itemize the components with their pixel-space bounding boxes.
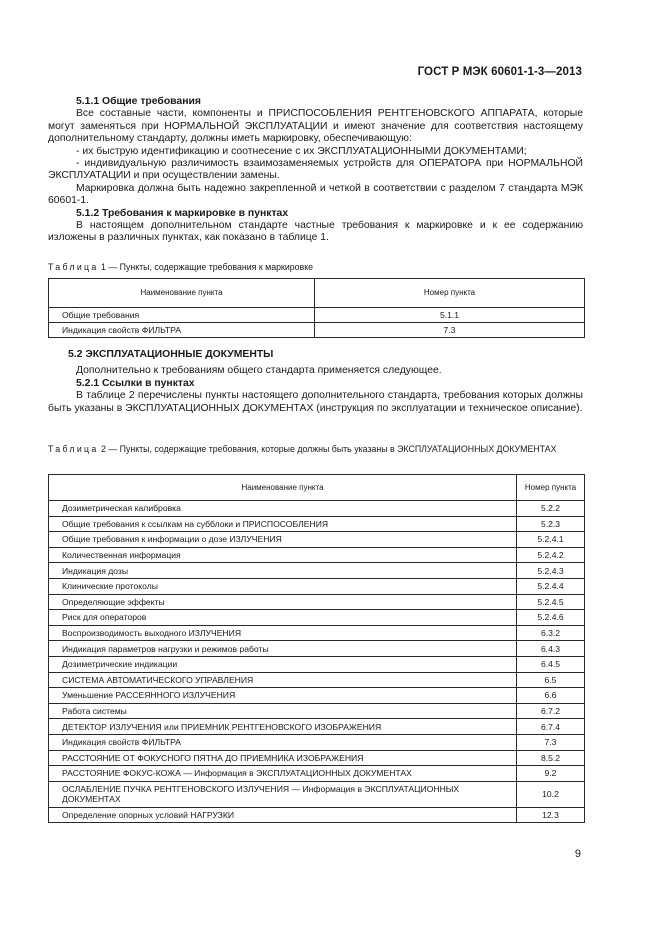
cell-number: 5.2.2 (517, 501, 585, 517)
table-row (49, 610, 585, 626)
cell-number: 6.7.4 (517, 719, 585, 735)
cell-name: Индикация дозы (49, 563, 517, 579)
table-row (49, 672, 585, 688)
cell-number: 5.2.4.3 (517, 563, 585, 579)
table-row (49, 641, 585, 657)
cell-name: Индикация свойств ФИЛЬТРА (49, 734, 517, 750)
cell-name: Дозиметрические индикации (49, 656, 517, 672)
table-row (49, 532, 585, 548)
table-row (49, 516, 585, 532)
cell-name: Определяющие эффекты (49, 594, 517, 610)
cell-name: Клинические протоколы (49, 578, 517, 594)
cell-number: 5.2.4.2 (517, 547, 585, 563)
cell-number: 5.1.1 (315, 308, 585, 323)
table-title: 1 — Пункты, содержащие требования к маркировке (98, 262, 314, 272)
cell-number: 10.2 (517, 781, 585, 807)
column-header-name: Наименование пункта (49, 279, 315, 308)
cell-number: 6.4.5 (517, 656, 585, 672)
cell-number: 5.2.3 (517, 516, 585, 532)
table-row (49, 501, 585, 517)
table-row (49, 323, 585, 338)
cell-number: 8.5.2 (517, 750, 585, 766)
table-row (49, 688, 585, 704)
cell-name: Дозиметрическая калибровка (49, 501, 517, 517)
table-row (49, 547, 585, 563)
cell-number: 6.3.2 (517, 625, 585, 641)
table-title: 2 — Пункты, содержащие требования, которые должны быть указаны в ЭКСПЛУАТАЦИОННЫХ ДОКУМЕНТАХ (98, 444, 557, 454)
table-row (49, 781, 585, 807)
cell-name: Количественная информация (49, 547, 517, 563)
cell-name: ДЕТЕКТОР ИЗЛУЧЕНИЯ или ПРИЕМНИК РЕНТГЕНОВСКОГО ИЗОБРАЖЕНИЯ (49, 719, 517, 735)
table-label: Таблица (48, 444, 99, 454)
cell-number: 6.6 (517, 688, 585, 704)
cell-name: Уменьшение РАССЕЯННОГО ИЗЛУЧЕНИЯ (49, 688, 517, 704)
paragraph: Дополнительно к требованиям общего стандарта применяется следующее. (76, 365, 442, 377)
section-heading: 5.2 ЭКСПЛУАТАЦИОННЫЕ ДОКУМЕНТЫ (68, 349, 274, 360)
table-row (49, 578, 585, 594)
cell-number: 5.2.4.6 (517, 610, 585, 626)
table1-caption (48, 262, 583, 273)
cell-number: 5.2.4.4 (517, 578, 585, 594)
cell-number: 12.3 (517, 807, 585, 823)
cell-name: Общие требования (49, 308, 315, 323)
table-row (49, 719, 585, 735)
cell-name: Общие требования к ссылкам на субблоки и ПРИСПОСОБЛЕНИЯ (49, 516, 517, 532)
cell-number: 7.3 (315, 323, 585, 338)
table-row (49, 734, 585, 750)
cell-name: Индикация свойств ФИЛЬТРА (49, 323, 315, 338)
cell-number: 6.4.3 (517, 641, 585, 657)
section-5-2 (48, 349, 583, 415)
paragraph: Маркировка должна быть надежно закрепленной и четкой в соответствии с разделом 7 стандарта МЭК 60601-1. (48, 182, 583, 207)
table-label: Таблица (48, 262, 99, 272)
table-2 (48, 474, 585, 823)
column-header-number: Номер пункта (315, 279, 585, 308)
cell-name: Риск для операторов (49, 610, 517, 626)
cell-name: Работа системы (49, 703, 517, 719)
section-heading: 5.2.1 Ссылки в пунктах (76, 377, 195, 389)
paragraph: Все составные части, компоненты и ПРИСПОСОБЛЕНИЯ РЕНТГЕНОВСКОГО АППАРАТА, которые могут заменяться при НОРМАЛЬНОЙ ЭКСПЛУАТАЦИИ и имеют значение для соответствия настоящему дополнительному стандарту, должны иметь маркировку, обеспечивающую: (48, 108, 583, 145)
column-header-name: Наименование пункта (49, 475, 517, 501)
section-heading: 5.1.1 Общие требования (76, 96, 201, 107)
cell-name: ОСЛАБЛЕНИЕ ПУЧКА РЕНТГЕНОВСКОГО ИЗЛУЧЕНИЯ — Информация в ЭКСПЛУАТАЦИОННЫХ ДОКУМЕНТАХ (49, 781, 517, 807)
cell-number: 6.5 (517, 672, 585, 688)
section-5-1-1 (48, 96, 583, 245)
cell-name: СИСТЕМА АВТОМАТИЧЕСКОГО УПРАВЛЕНИЯ (49, 672, 517, 688)
paragraph: В таблице 2 перечислены пункты настоящего дополнительного стандарта, требования которых должны быть указаны в ЭКСПЛУАТАЦИОННЫХ ДОКУМЕНТАХ (инструкция по эксплуатации и техническое описание). (48, 390, 583, 414)
cell-number: 6.7.2 (517, 703, 585, 719)
table-row (49, 750, 585, 766)
cell-number: 5.2.4.1 (517, 532, 585, 548)
paragraph: В настоящем дополнительном стандарте частные требования к маркировке и к ее содержанию изложены в различных пунктах, как показано в таблице 1. (48, 220, 583, 244)
table-row (49, 594, 585, 610)
table-row (49, 563, 585, 579)
table-row (49, 625, 585, 641)
cell-number: 5.2.4.5 (517, 594, 585, 610)
cell-name: Определение опорных условий НАГРУЗКИ (49, 807, 517, 823)
table-1 (48, 278, 585, 338)
page-number: 9 (574, 848, 581, 860)
cell-name: РАССТОЯНИЕ ОТ ФОКУСНОГО ПЯТНА ДО ПРИЕМНИКА ИЗОБРАЖЕНИЯ (49, 750, 517, 766)
table-row (49, 308, 585, 323)
cell-number: 9.2 (517, 766, 585, 782)
column-header-number: Номер пункта (517, 475, 585, 501)
table-row (49, 703, 585, 719)
table-row (49, 656, 585, 672)
table-row (49, 766, 585, 782)
section-heading: 5.1.2 Требования к маркировке в пунктах (76, 207, 289, 219)
cell-name: Воспроизводимость выходного ИЗЛУЧЕНИЯ (49, 625, 517, 641)
list-item: - индивидуальную различимость взаимозаменяемых устройств для ОПЕРАТОРА при НОРМАЛЬНОЙ ЭКСПЛУАТАЦИИ и при осуществлении замены. (48, 158, 583, 182)
list-item: - их быструю идентификацию и соотнесение с их ЭКСПЛУАТАЦИОННЫМИ ДОКУМЕНТАМИ; (76, 145, 527, 157)
cell-number: 7.3 (517, 734, 585, 750)
table-row (49, 807, 585, 823)
document-header: ГОСТ Р МЭК 60601-1-3—2013 (417, 66, 582, 78)
cell-name: Общие требования к информации о дозе ИЗЛУЧЕНИЯ (49, 532, 517, 548)
cell-name: Индикация параметров нагрузки и режимов работы (49, 641, 517, 657)
cell-name: РАССТОЯНИЕ ФОКУС-КОЖА — Информация в ЭКСПЛУАТАЦИОННЫХ ДОКУМЕНТАХ (49, 766, 517, 782)
table2-caption (48, 444, 583, 455)
